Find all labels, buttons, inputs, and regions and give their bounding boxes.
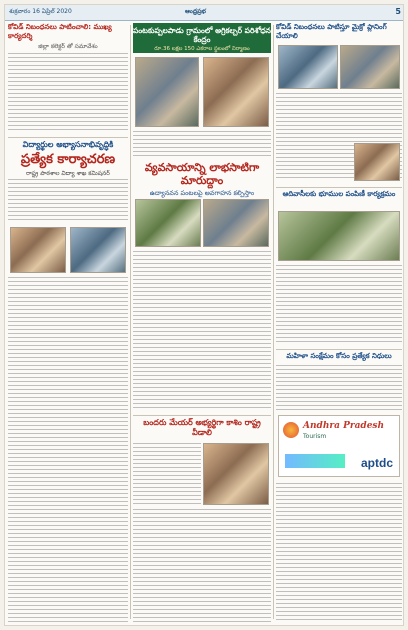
advertisement-box [278,415,400,477]
story-body-text [276,365,402,411]
story-body-text [8,53,128,133]
column-divider [130,25,131,619]
news-photo [203,199,269,247]
newspaper-page [4,4,404,626]
story-headline: మహిళా సంక్షేమం కోసం ప్రత్యేక నిధులు [286,352,392,360]
ad-brand: Andhra Pradesh [303,421,385,431]
news-photo [135,57,199,127]
tourism-logo-icon [283,422,299,438]
column-right [276,23,402,623]
story-subheadline: రాష్ట్ర పాఠశాల విద్యా శాఖ కమిషనర్ [26,170,110,177]
banner-subheadline: రూ.36 లక్షల 150 ఎకరాల స్థలంలో నిర్మాణం [154,46,250,52]
page-header-strip [5,5,404,21]
story-separator [8,137,128,138]
story-separator [276,349,402,350]
page-number: 5 [395,7,401,16]
story-body-text [8,277,128,623]
news-photo-portrait [203,443,269,505]
story-body-text [133,509,271,623]
news-photo-portrait [354,143,400,181]
story-body-text [276,265,402,345]
main-headline: వ్యవసాయాన్ని లాభసాటిగా మారుద్దాం [144,161,260,187]
news-photo [278,45,338,89]
story-headline: బందరు మేయర్ అభ్యర్థిగా కాశిం రాష్ట్ర వీడాలి [143,418,261,437]
story-headline-large: ప్రత్యేక కార్యాచరణ [20,152,116,167]
news-photo [10,227,66,273]
story-headline: ఆదివాసీలకు భూముల పంపిణీ కార్యక్రమం [282,190,396,198]
story-separator [276,187,402,188]
story-body-text [276,483,402,623]
ad-tagline: Tourism [303,433,327,440]
news-photo [135,199,201,247]
story-body-text [133,251,271,411]
news-photo [340,45,400,89]
story-subheadline: జిల్లా కలెక్టర్ తో సమావేశం [38,43,98,50]
story-kicker: విద్యార్థుల అభ్యాసనాభివృద్ధికి [22,140,114,149]
story-separator [133,415,271,416]
column-divider [273,25,274,619]
story-headline: కోవిడ్ నిబంధనలు పాటిస్తూ మైక్రో ప్లానింగ్ చేయాలి [276,23,387,40]
news-photo [70,227,126,273]
ad-graphic [285,454,345,468]
masthead: ఆంధ్రప్రభ [185,8,206,15]
photo-caption-text [133,131,271,157]
story-body-text [8,179,128,223]
news-photo [278,211,400,261]
issue-date: శుక్రవారం 16 ఏప్రిల్ 2020 [9,8,72,15]
banner-headline: పంటకుప్పలపాడు గ్రామంలో అగ్రికల్చర్ పరిశోధన కేంద్రం [133,26,271,44]
main-subheadline: ఉద్యానవన పంటలపై అవగాహన కల్పిస్తాం [149,189,255,197]
column-center [133,23,271,623]
ad-logo-text: aptdc [360,456,393,470]
news-photo [203,57,269,127]
column-left [8,23,128,623]
story-headline: కోవిడ్ నిబంధనలు పాటించాలి: ముఖ్య కార్యదర్శి [8,23,112,40]
story-body-text [133,443,201,505]
